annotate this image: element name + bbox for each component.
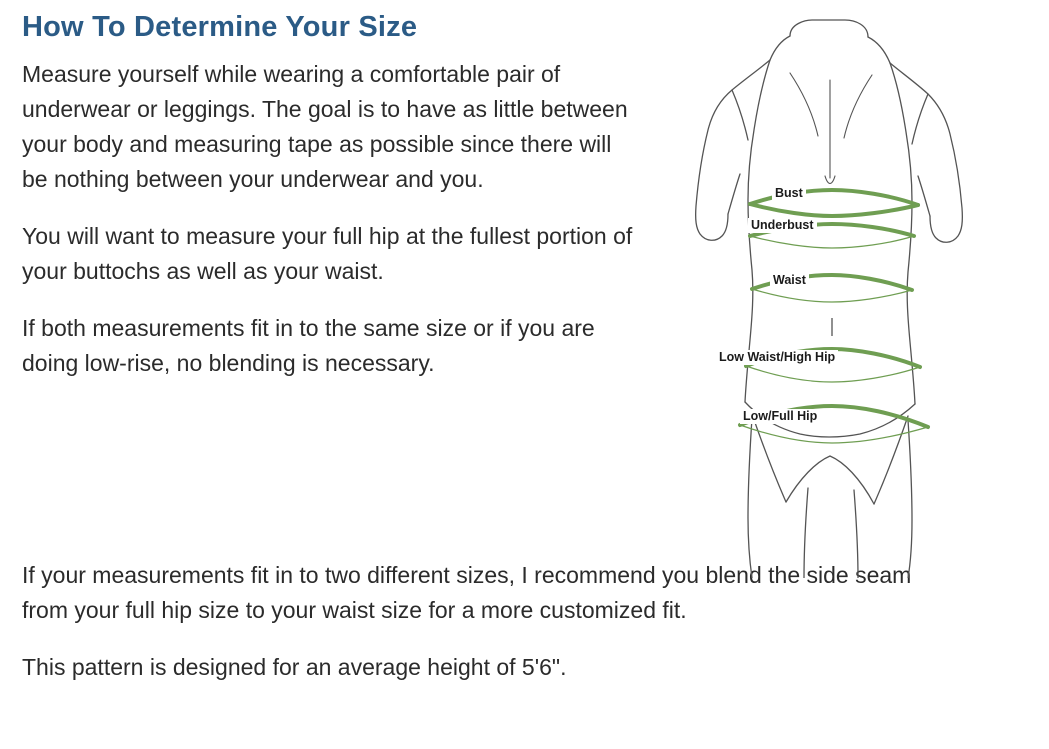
label-waist: Waist bbox=[770, 273, 809, 288]
label-bust: Bust bbox=[772, 186, 806, 201]
label-low-full-hip: Low/Full Hip bbox=[740, 409, 820, 424]
label-underbust: Underbust bbox=[748, 218, 817, 233]
body-measurement-diagram bbox=[640, 18, 1035, 578]
bust-tape-lower bbox=[750, 204, 918, 216]
low-waist-tape-lower bbox=[746, 366, 920, 382]
instruction-paragraph-5: This pattern is designed for an average height of 5'6". bbox=[22, 654, 567, 680]
shoulder-top-line bbox=[790, 20, 868, 37]
instruction-paragraph-4: If your measurements fit in to two different sizes, I recommend you blend the side seam from your full hip size to your waist size for a more customized fit. bbox=[22, 562, 912, 623]
instruction-paragraph-2: You will want to measure your full hip at the fullest portion of your buttochs as well as your waist. bbox=[22, 222, 633, 284]
instruction-paragraph-3: If both measurements fit in to the same size or if you are doing low-rise, no blending is necessary. bbox=[22, 314, 595, 376]
instructions-column bbox=[22, 10, 642, 403]
label-low-waist-high-hip: Low Waist/High Hip bbox=[716, 350, 838, 365]
instruction-paragraph-1: Measure yourself while wearing a comfortable pair of underwear or leggings. The goal is to have as little between your body and measuring tape as possible since there will be nothing between your underwear and you. bbox=[22, 60, 628, 192]
waist-tape-lower bbox=[752, 289, 912, 302]
page-title: How To Determine Your Size bbox=[22, 11, 418, 43]
underbust-tape-lower bbox=[750, 236, 914, 248]
body-figure-svg bbox=[640, 18, 1035, 578]
